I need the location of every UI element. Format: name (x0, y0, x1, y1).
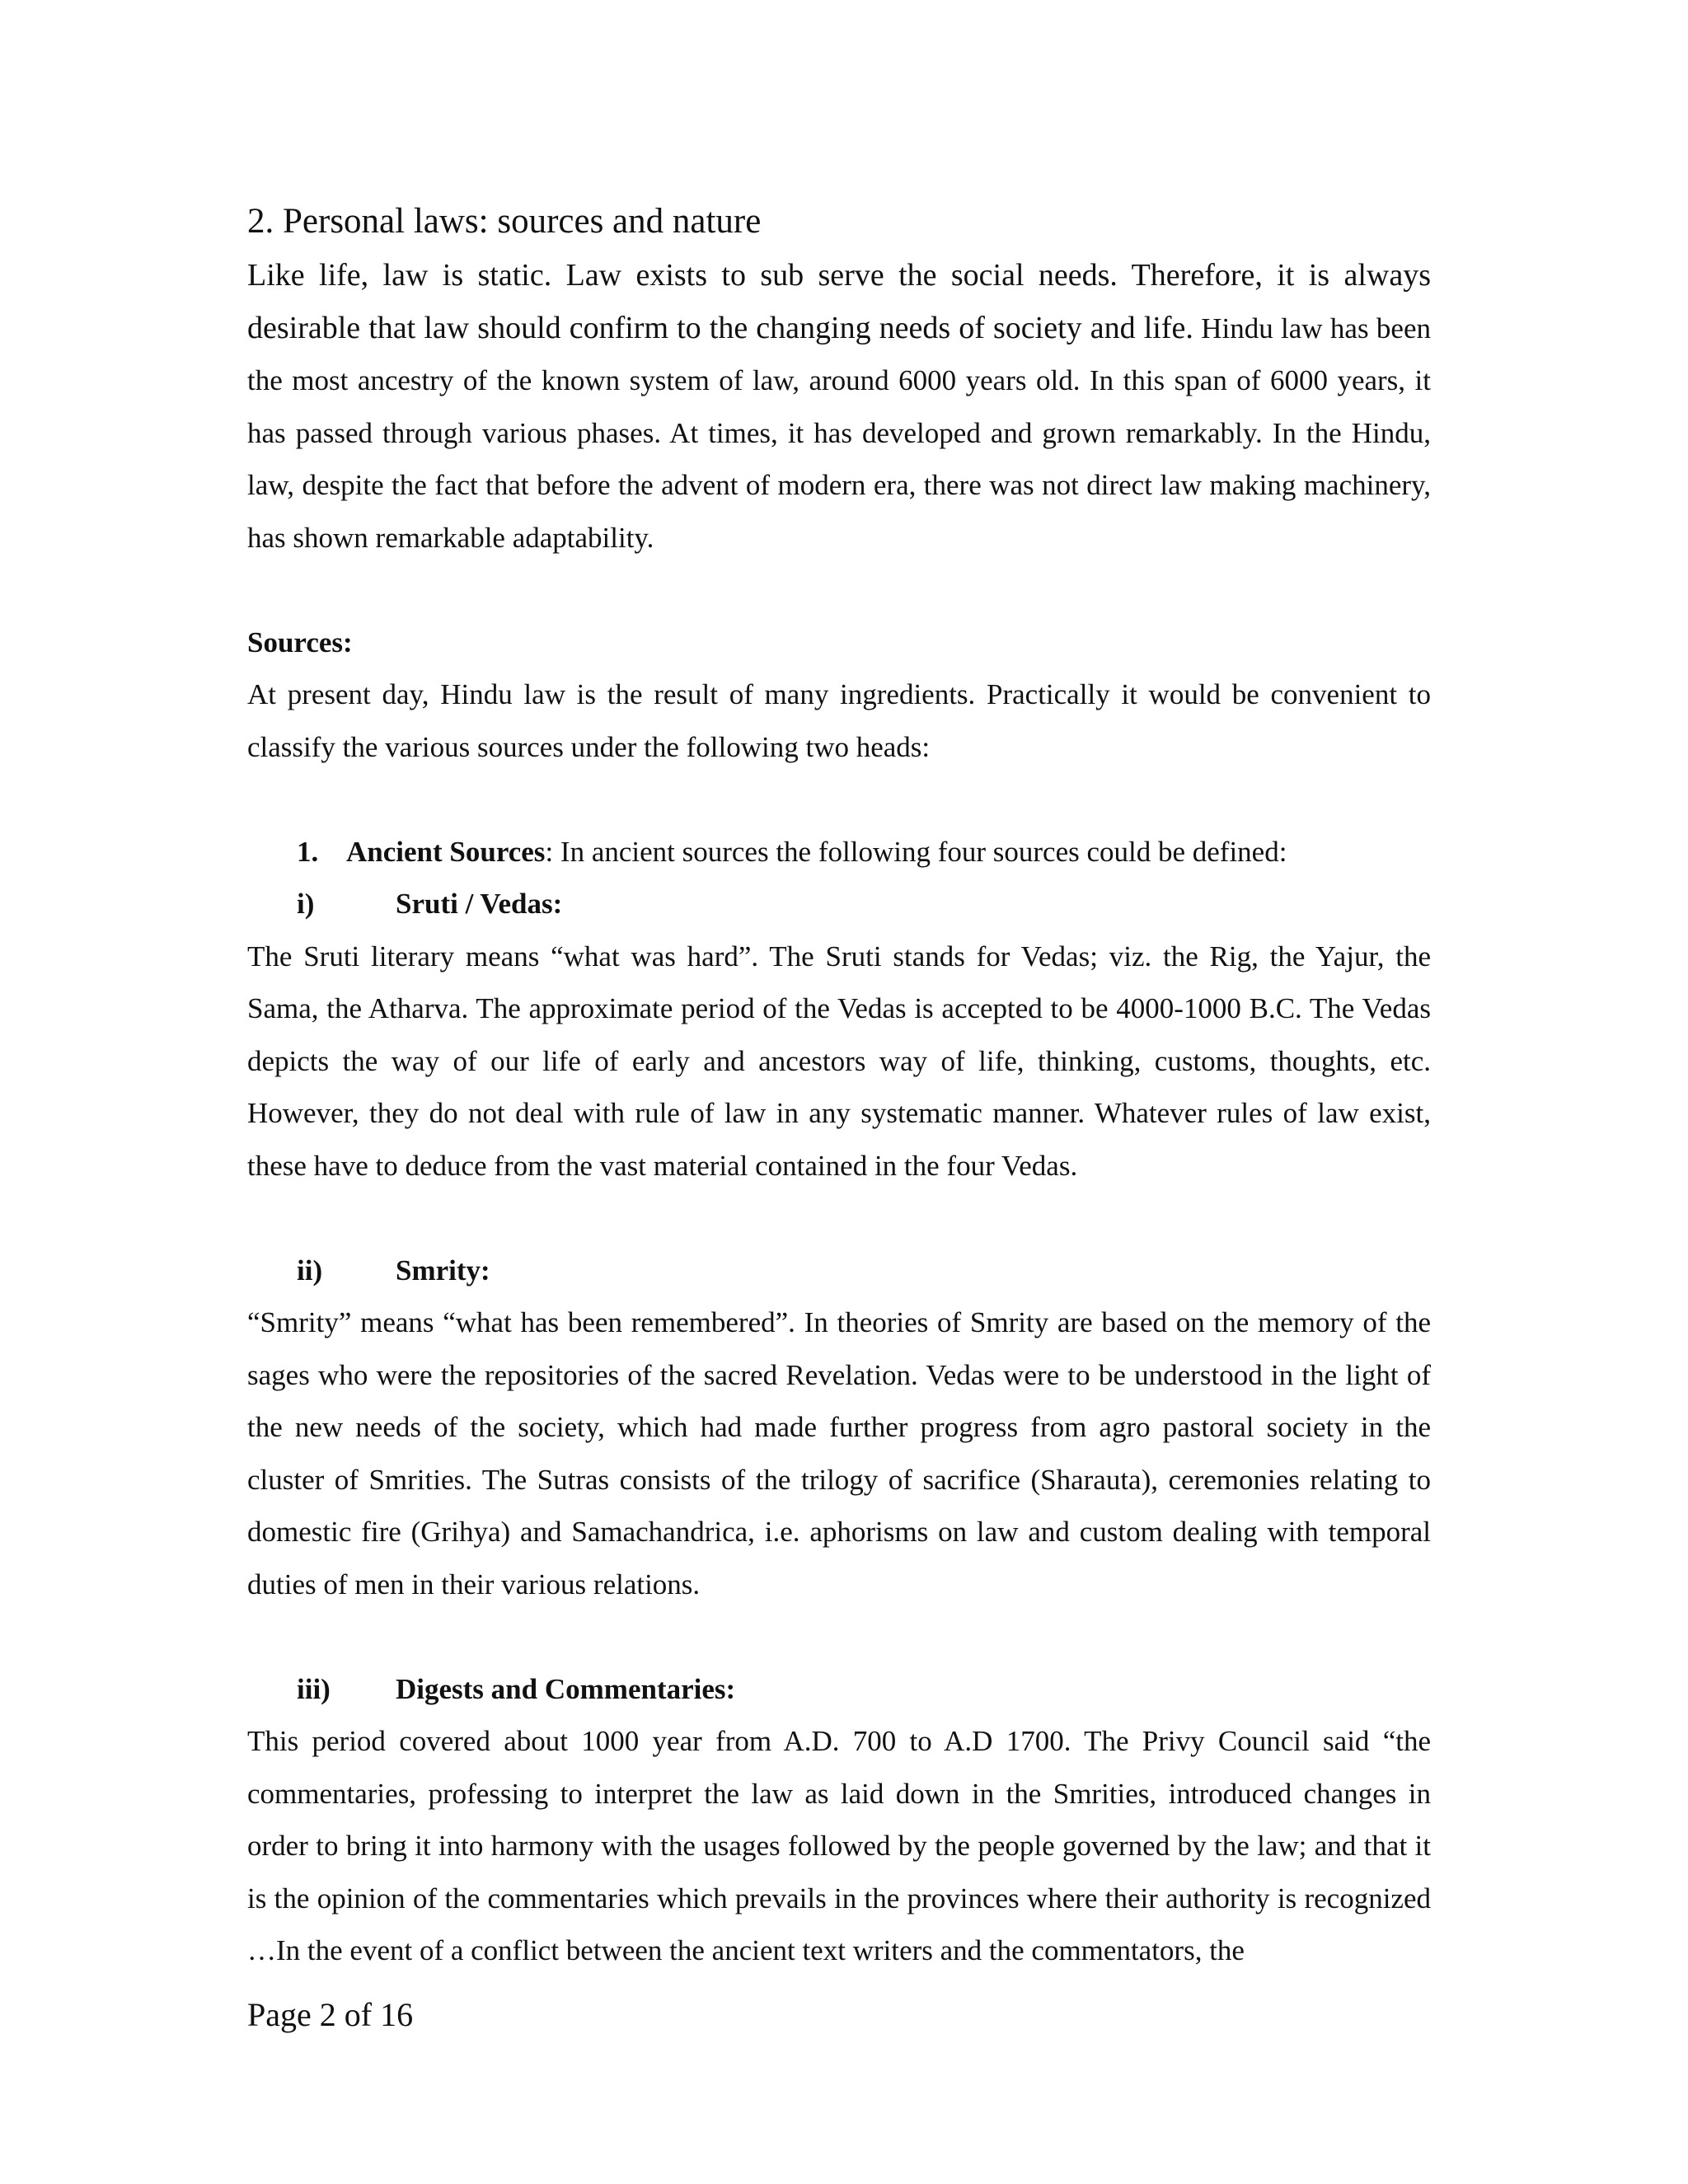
roman-numeral: iii) (297, 1672, 331, 1705)
page-number: Page 2 of 16 (247, 1996, 414, 2033)
document-body (247, 199, 1431, 1977)
spacer (247, 1192, 1431, 1244)
section-heading: 2. Personal laws: sources and nature (247, 202, 762, 241)
intro-sentence-large: Like life, law is static. Law exists to sub serve the social needs. Therefore, it is always desirable that law should confirm to the changing needs of society and life. (247, 258, 1431, 345)
list-number: 1. (297, 835, 319, 868)
digests-paragraph: This period covered about 1000 year from A.D. 700 to A.D 1700. The Privy Council said “the commentaries, professing to interpret the law as laid down in the Smrities, introduced changes in order to bring it into harmony with the usages followed by the people governed by the law; and that it is the opinion of the commentaries which prevails in the provinces where their authority is recognized …In the event of a conflict between the ancient text writers and the commentators, the (247, 1725, 1431, 1966)
roman-numeral: ii) (297, 1254, 323, 1286)
spacer (247, 564, 1431, 616)
subsection-heading-sruti (247, 878, 1431, 930)
sources-heading: Sources: (247, 626, 353, 658)
intro-sentence-rest: Hindu law has been the most ancestry of the known system of law, around 6000 years old. In this span of 6000 years, it has passed through various phases. At times, it has developed and grown remarkably. In the Hindu, law, despite the fact that before the advent of modern era, there was not direct law making machinery, has shown remarkable adaptability. (247, 312, 1431, 554)
subsection-title: Smrity: (396, 1254, 490, 1286)
sruti-paragraph: The Sruti literary means “what was hard”. The Sruti stands for Vedas; viz. the Rig, the Yajur, the Sama, the Atharva. The approximate period of the Vedas is accepted to be 4000-1000 B.C. The Vedas depicts the way of our life of early and ancestors way of life, thinking, customs, thoughts, etc. However, they do not deal with rule of law in any systematic manner. Whatever rules of law exist, these have to deduce from the vast material contained in the four Vedas. (247, 940, 1431, 1182)
subsection-title: Sruti / Vedas: (396, 888, 563, 920)
spacer (247, 773, 1431, 826)
ancient-sources-text: : In ancient sources the following four sources could be defined: (545, 835, 1287, 868)
subsection-heading-digests (247, 1663, 1431, 1716)
roman-numeral: i) (297, 888, 315, 920)
sources-paragraph: At present day, Hindu law is the result of many ingredients. Practically it would be convenient to classify the various sources under the following two heads: (247, 678, 1431, 763)
ancient-sources-label: Ancient Sources (346, 835, 546, 868)
intro-paragraph (247, 250, 1431, 564)
smrity-paragraph: “Smrity” means “what has been remembered”. In theories of Smrity are based on the memory of the sages who were the repositories of the sacred Revelation. Vedas were to be understood in the light of the new needs of the society, which had made further progress from agro pastoral society in the cluster of Smrities. The Sutras consists of the trilogy of sacrifice (Sharauta), ceremonies relating to domestic fire (Grihya) and Samachandrica, i.e. aphorisms on law and custom dealing with temporal duties of men in their various relations. (247, 1306, 1431, 1601)
subsection-heading-smrity (247, 1244, 1431, 1297)
ancient-sources-item (247, 826, 1431, 879)
spacer (247, 1610, 1431, 1663)
subsection-title: Digests and Commentaries: (396, 1672, 736, 1705)
